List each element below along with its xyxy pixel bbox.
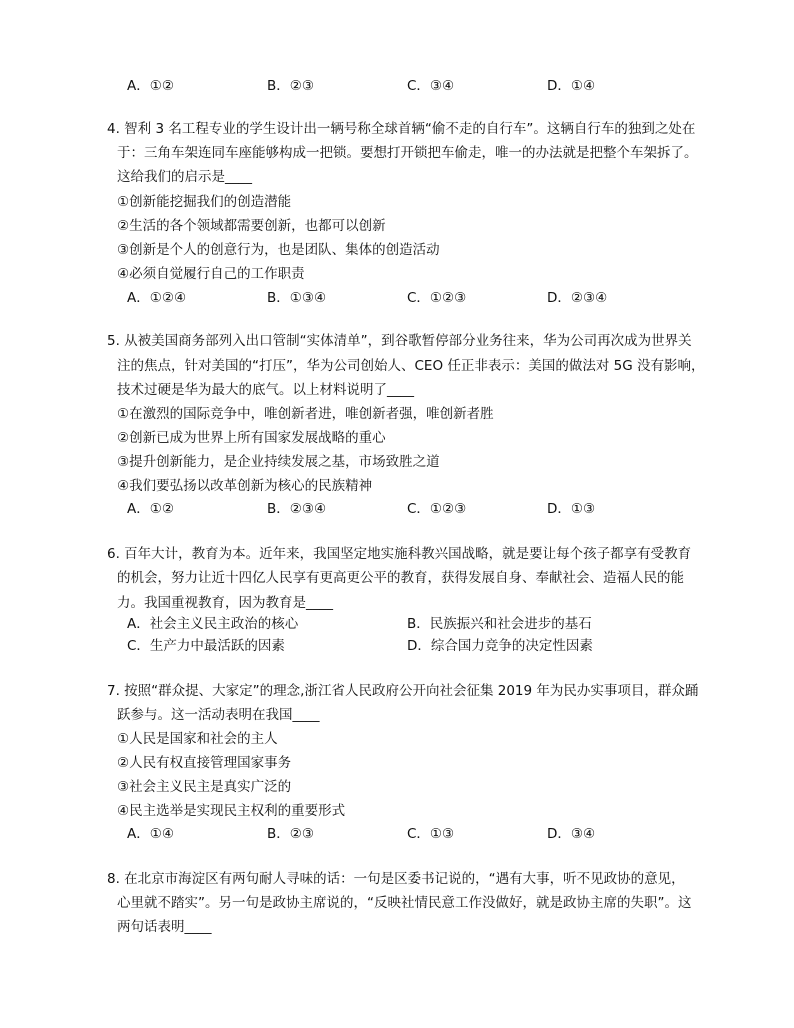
q6-stem-line-3: 力。我国重视教育，因为教育是____ [117, 595, 333, 611]
q6-option-a[interactable]: A．社会主义民主政治的核心 [127, 616, 299, 632]
q8-stem-line-2: 心里就不踏实”。另一句是政协主席说的，“反映社情民意工作没做好，就是政协主席的失职”。这 [117, 895, 692, 911]
q5-statement-2: ②创新已成为世界上所有国家发展战略的重心 [117, 430, 386, 446]
q3-option-a[interactable]: A．①② [127, 78, 174, 94]
q5-statement-1: ①在激烈的国际竞争中，唯创新者进，唯创新者强，唯创新者胜 [117, 406, 494, 422]
q8-stem-line-3: 两句话表明____ [117, 919, 212, 935]
q6-options-row-1 [0, 614, 794, 634]
q5-options [0, 499, 794, 519]
q7-option-a[interactable]: A．①④ [127, 826, 174, 842]
q6-option-b[interactable]: B．民族振兴和社会进步的基石 [407, 616, 592, 632]
q7-statement-3: ③社会主义民主是真实广泛的 [117, 779, 292, 795]
q5-stem-line-3: 技术过硬是华为最大的底气。以上材料说明了____ [117, 382, 414, 398]
q4-statement-1: ①创新能挖掘我们的创造潜能 [117, 194, 292, 210]
q5-statement-3: ③提升创新能力，是企业持续发展之基，市场致胜之道 [117, 454, 440, 470]
q7-option-b[interactable]: B．②③ [267, 826, 314, 842]
q3-option-c[interactable]: C．③④ [407, 78, 455, 94]
q4-stem-line-3: 这给我们的启示是____ [117, 169, 252, 185]
q7-stem-line-2: 跃参与。这一活动表明在我国____ [117, 707, 320, 723]
q7-options [0, 824, 794, 844]
q6-option-d[interactable]: D．综合国力竞争的决定性因素 [407, 638, 593, 654]
q4-option-d[interactable]: D．②③④ [547, 290, 608, 306]
q3-option-b[interactable]: B．②③ [267, 78, 314, 94]
q4-statement-2: ②生活的各个领域都需要创新，也都可以创新 [117, 218, 386, 234]
q5-option-b[interactable]: B．②③④ [267, 501, 327, 517]
q5-stem-line-1: 5. 从被美国商务部列入出口管制“实体清单”，到谷歌暂停部分业务往来，华为公司再次成为世界关 [107, 333, 692, 349]
q5-option-a[interactable]: A．①② [127, 501, 174, 517]
q7-option-c[interactable]: C．①③ [407, 826, 455, 842]
q4-option-a[interactable]: A．①②④ [127, 290, 187, 306]
q4-option-c[interactable]: C．①②③ [407, 290, 467, 306]
q4-stem-line-2: 于：三角车架连同车座能够构成一把锁。要想打开锁把车偷走，唯一的办法就是把整个车架拆了。 [117, 145, 698, 161]
q4-statement-4: ④必须自觉履行自己的工作职责 [117, 266, 305, 282]
q7-stem-line-1: 7. 按照“群众提、大家定”的理念,浙江省人民政府公开向社会征集 2019 年为民办实事项目，群众踊 [107, 683, 699, 699]
q6-stem-line-2: 的机会，努力让近十四亿人民享有更高更公平的教育，获得发展自身、奉献社会、造福人民的能 [117, 570, 684, 586]
q4-options [0, 288, 794, 308]
q3-options [0, 76, 794, 96]
q8-stem-line-1: 8. 在北京市海淀区有两句耐人寻味的话：一句是区委书记说的，“遇有大事，听不见政协的意见， [107, 871, 685, 887]
q6-stem-line-1: 6. 百年大计，教育为本。近年来，我国坚定地实施科教兴国战略，就是要让每个孩子都享有受教育 [107, 546, 692, 562]
q7-statement-2: ②人民有权直接管理国家事务 [117, 755, 292, 771]
q7-statement-1: ①人民是国家和社会的主人 [117, 731, 278, 747]
q4-stem-line-1: 4. 智利 3 名工程专业的学生设计出一辆号称全球首辆“偷不走的自行车”。这辆自行车的独到之处在 [107, 121, 696, 137]
q5-statement-4: ④我们要弘扬以改革创新为核心的民族精神 [117, 478, 373, 494]
q3-option-d[interactable]: D．①④ [547, 78, 596, 94]
q7-statement-4: ④民主选举是实现民主权利的重要形式 [117, 803, 346, 819]
q5-option-d[interactable]: D．①③ [547, 501, 596, 517]
q6-options-row-2 [0, 636, 794, 656]
q6-option-c[interactable]: C．生产力中最活跃的因素 [127, 638, 285, 654]
q7-option-d[interactable]: D．③④ [547, 826, 596, 842]
q5-stem-line-2: 注的焦点，针对美国的“打压”，华为公司创始人、CEO 任正非表示：美国的做法对 5G 没有影响， [117, 358, 705, 374]
q4-statement-3: ③创新是个人的创意行为，也是团队、集体的创造活动 [117, 242, 440, 258]
q5-option-c[interactable]: C．①②③ [407, 501, 467, 517]
q4-option-b[interactable]: B．①③④ [267, 290, 327, 306]
